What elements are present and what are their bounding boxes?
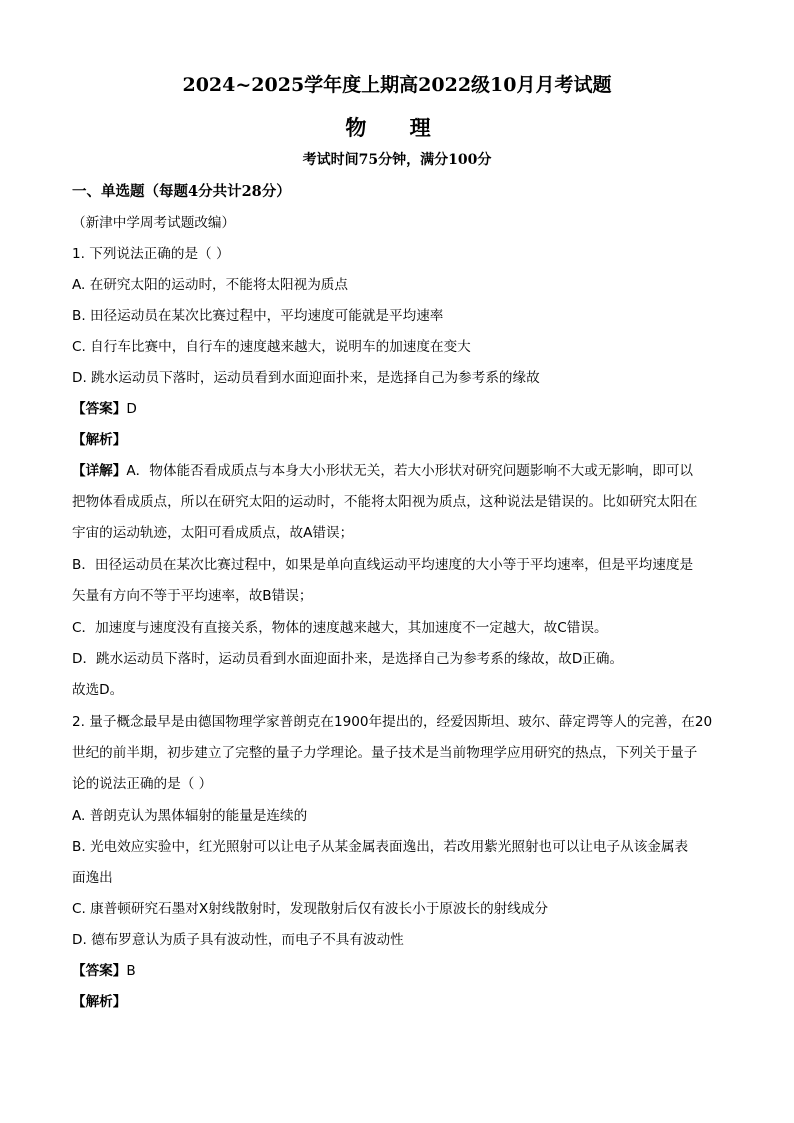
q1-stem: 1. 下列说法正确的是（ ） (72, 246, 230, 262)
q1-option-c: C. 自行车比赛中，自行车的速度越来越大，说明车的加速度在变大 (72, 339, 471, 355)
exam-title: 2024~2025学年度上期高2022级10月月考试题 (182, 74, 612, 96)
q2-option-a: A. 普朗克认为黑体辐射的能量是连续的 (72, 808, 308, 824)
q1-conclusion: 故选D。 (72, 682, 124, 698)
answer-tag: 【答案】 (72, 401, 127, 417)
q1-detail-line: D．跳水运动员下落时，运动员看到水面迎面扑来，是选择自己为参考系的缘故，故D正确。 (72, 651, 624, 667)
q2-option-b-cont: 面逸出 (72, 870, 113, 886)
answer-value: D (126, 401, 137, 417)
q2-stem-line: 世纪的前半期，初步建立了完整的量子力学理论。量子技术是当前物理学应用研究的热点，下列关于量子 (72, 745, 698, 761)
q1-detail-line: C．加速度与速度没有直接关系，物体的速度越来越大，其加速度不一定越大，故C错误。 (72, 620, 608, 636)
detail-text: A．物体能否看成质点与本身大小形状无关，若大小形状对研究问题影响不大或无影响，即可以 (126, 463, 694, 479)
answer-value: B (126, 963, 136, 979)
q2-stem-line: 论的说法正确的是（ ） (72, 776, 213, 792)
exam-info: 考试时间75分钟，满分100分 (302, 152, 492, 168)
q1-analysis-tag: 【解析】 (72, 432, 127, 448)
q2-option-d: D. 德布罗意认为质子具有波动性，而电子不具有波动性 (72, 932, 404, 948)
q1-option-b: B. 田径运动员在某次比赛过程中，平均速度可能就是平均速率 (72, 308, 444, 324)
q2-analysis-tag: 【解析】 (72, 994, 127, 1010)
q2-answer (72, 961, 136, 981)
q1-detail-line (72, 461, 693, 481)
q2-stem-line: 2. 量子概念最早是由德国物理学家普朗克在1900年提出的，经爱因斯坦、玻尔、薛定谔等人的完善，在20 (72, 714, 713, 730)
q1-detail-line: 宇宙的运动轨迹，太阳可看成质点，故A错误； (72, 525, 354, 541)
q1-answer (72, 399, 137, 419)
section-source: （新津中学周考试题改编） (72, 215, 236, 231)
answer-tag: 【答案】 (72, 963, 127, 979)
q1-option-d: D. 跳水运动员下落时，运动员看到水面迎面扑来，是选择自己为参考系的缘故 (72, 370, 540, 386)
detail-tag: 【详解】 (72, 463, 127, 479)
q2-option-c: C. 康普顿研究石墨对X射线散射时，发现散射后仅有波长小于原波长的射线成分 (72, 901, 549, 917)
q2-option-b: B. 光电效应实验中，红光照射可以让电子从某金属表面逸出，若改用紫光照射也可以让电子从该金属表 (72, 839, 689, 855)
q1-option-a: A. 在研究太阳的运动时，不能将太阳视为质点 (72, 277, 348, 293)
subject-title: 物 理 (345, 115, 449, 140)
section-heading: 一、单选题（每题4分共计28分） (72, 183, 291, 200)
q1-detail-line: 把物体看成质点，所以在研究太阳的运动时，不能将太阳视为质点，这种说法是错误的。比如研究太阳在 (72, 494, 698, 510)
q1-detail-line: 矢量有方向不等于平均速率，故B错误； (72, 588, 313, 604)
q1-detail-line: B．田径运动员在某次比赛过程中，如果是单向直线运动平均速度的大小等于平均速率，但是平均速度是 (72, 557, 694, 573)
